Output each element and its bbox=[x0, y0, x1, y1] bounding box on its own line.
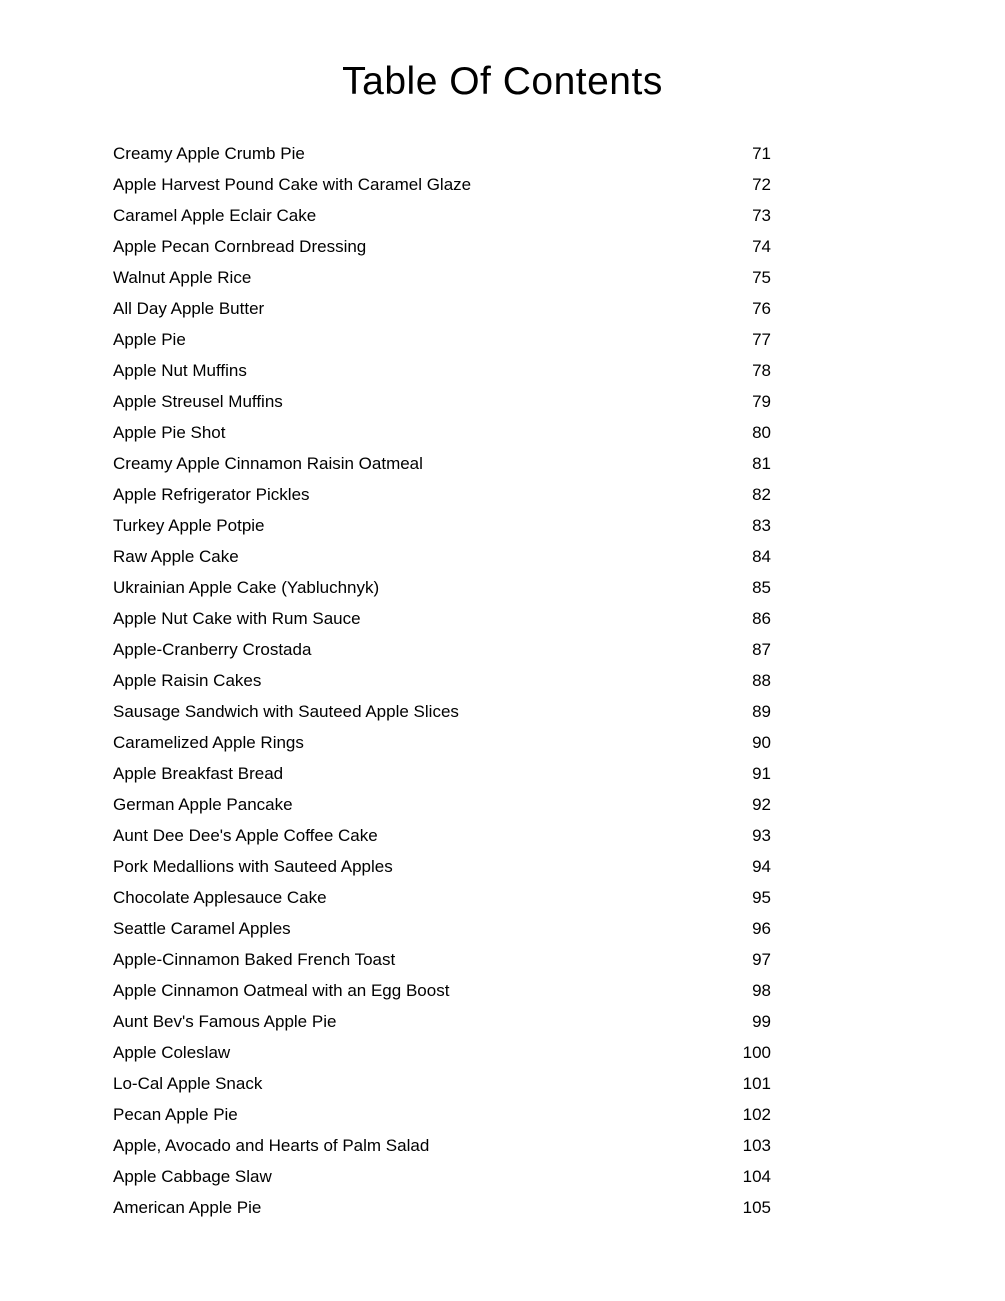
toc-entry-page-number: 80 bbox=[752, 423, 771, 442]
toc-entry-title: Apple-Cinnamon Baked French Toast bbox=[113, 950, 396, 969]
toc-entry-page-number: 94 bbox=[752, 857, 771, 876]
toc-entry-title: Walnut Apple Rice bbox=[113, 268, 252, 287]
toc-entry-page-number: 74 bbox=[752, 237, 771, 256]
toc-entry-title: Apple Harvest Pound Cake with Caramel Glaze bbox=[113, 175, 472, 194]
toc-entry-page-number: 97 bbox=[752, 950, 771, 969]
toc-entry bbox=[113, 1192, 771, 1223]
toc-entry bbox=[113, 665, 771, 696]
toc-entry-title: Lo-Cal Apple Snack bbox=[113, 1074, 263, 1093]
toc-entry bbox=[113, 603, 771, 634]
toc-entry bbox=[113, 293, 771, 324]
toc-entry bbox=[113, 758, 771, 789]
toc-entry-title: Caramel Apple Eclair Cake bbox=[113, 206, 317, 225]
toc-entry bbox=[113, 510, 771, 541]
toc-entry-title: Ukrainian Apple Cake (Yabluchnyk) bbox=[113, 578, 380, 597]
toc-entry-title: Sausage Sandwich with Sauteed Apple Slices bbox=[113, 702, 459, 721]
toc-entry bbox=[113, 1006, 771, 1037]
toc-entry bbox=[113, 324, 771, 355]
toc-entry-page-number: 102 bbox=[742, 1105, 771, 1124]
toc-entry-page-number: 90 bbox=[752, 733, 771, 752]
toc-entry-title: Apple-Cranberry Crostada bbox=[113, 640, 312, 659]
toc-entry-title: Turkey Apple Potpie bbox=[113, 516, 265, 535]
toc-entry bbox=[113, 1037, 771, 1068]
toc-entry bbox=[113, 789, 771, 820]
toc-entry-title: Apple Nut Muffins bbox=[113, 361, 247, 380]
toc-entry-page-number: 76 bbox=[752, 299, 771, 318]
toc-entry-title: Creamy Apple Cinnamon Raisin Oatmeal bbox=[113, 454, 423, 473]
toc-entry-title: Chocolate Applesauce Cake bbox=[113, 888, 327, 907]
toc-entry-page-number: 100 bbox=[742, 1043, 771, 1062]
toc-entry bbox=[113, 572, 771, 603]
toc-entry-title: Apple Pie bbox=[113, 330, 186, 349]
toc-entry bbox=[113, 913, 771, 944]
toc-entry bbox=[113, 696, 771, 727]
toc-entry-title: Apple Refrigerator Pickles bbox=[113, 485, 310, 504]
toc-entry-page-number: 92 bbox=[752, 795, 771, 814]
toc-entry bbox=[113, 975, 771, 1006]
toc-entry bbox=[113, 882, 771, 913]
toc-entry bbox=[113, 417, 771, 448]
toc-entry-title: Apple Breakfast Bread bbox=[113, 764, 284, 783]
toc-entry bbox=[113, 1130, 771, 1161]
toc-entry-page-number: 78 bbox=[752, 361, 771, 380]
toc-entry bbox=[113, 138, 771, 169]
toc-entry-page-number: 83 bbox=[752, 516, 771, 535]
toc-entry-title: Seattle Caramel Apples bbox=[113, 919, 291, 938]
toc-entry-title: Apple Cinnamon Oatmeal with an Egg Boost bbox=[113, 981, 450, 1000]
page-title: Table Of Contents bbox=[342, 60, 663, 103]
toc-entry-page-number: 72 bbox=[752, 175, 771, 194]
toc-entry-page-number: 95 bbox=[752, 888, 771, 907]
toc-entry bbox=[113, 851, 771, 882]
toc-entry bbox=[113, 727, 771, 758]
toc-entry-title: Apple Pecan Cornbread Dressing bbox=[113, 237, 367, 256]
toc-entry-page-number: 105 bbox=[742, 1198, 771, 1217]
toc-entry-page-number: 84 bbox=[752, 547, 771, 566]
toc-entry-title: Creamy Apple Crumb Pie bbox=[113, 144, 305, 163]
toc-entry-page-number: 81 bbox=[752, 454, 771, 473]
toc-entry bbox=[113, 200, 771, 231]
toc-entry-title: Apple, Avocado and Hearts of Palm Salad bbox=[113, 1136, 430, 1155]
toc-entry-title: All Day Apple Butter bbox=[113, 299, 265, 318]
toc-entry-title: American Apple Pie bbox=[113, 1198, 262, 1217]
toc-entry-title: Apple Nut Cake with Rum Sauce bbox=[113, 609, 361, 628]
toc-entry-title: Pecan Apple Pie bbox=[113, 1105, 238, 1124]
toc-entry bbox=[113, 355, 771, 386]
toc-entry-page-number: 99 bbox=[752, 1012, 771, 1031]
toc-entry-page-number: 98 bbox=[752, 981, 771, 1000]
toc-entry bbox=[113, 1068, 771, 1099]
toc-entry bbox=[113, 541, 771, 572]
toc-entry-page-number: 87 bbox=[752, 640, 771, 659]
toc-entry-title: Apple Coleslaw bbox=[113, 1043, 231, 1062]
toc-entry-page-number: 88 bbox=[752, 671, 771, 690]
toc-entry-page-number: 96 bbox=[752, 919, 771, 938]
toc-entry-title: German Apple Pancake bbox=[113, 795, 293, 814]
toc-entry-page-number: 75 bbox=[752, 268, 771, 287]
toc-entry bbox=[113, 634, 771, 665]
toc-entry bbox=[113, 1099, 771, 1130]
toc-entry bbox=[113, 1161, 771, 1192]
toc-entry bbox=[113, 479, 771, 510]
toc-entry-title: Apple Pie Shot bbox=[113, 423, 226, 442]
toc-entry-page-number: 85 bbox=[752, 578, 771, 597]
toc-entry-page-number: 79 bbox=[752, 392, 771, 411]
toc-entry-page-number: 101 bbox=[742, 1074, 771, 1093]
toc-entry-title: Pork Medallions with Sauteed Apples bbox=[113, 857, 393, 876]
toc-entry bbox=[113, 262, 771, 293]
toc-list bbox=[113, 138, 771, 1223]
toc-entry bbox=[113, 820, 771, 851]
toc-entry bbox=[113, 448, 771, 479]
toc-entry-title: Apple Streusel Muffins bbox=[113, 392, 283, 411]
toc-entry-title: Apple Raisin Cakes bbox=[113, 671, 262, 690]
toc-entry-title: Caramelized Apple Rings bbox=[113, 733, 304, 752]
toc-entry bbox=[113, 231, 771, 262]
toc-entry-page-number: 104 bbox=[742, 1167, 771, 1186]
toc-entry bbox=[113, 944, 771, 975]
toc-entry-page-number: 86 bbox=[752, 609, 771, 628]
toc-entry bbox=[113, 386, 771, 417]
toc-entry-page-number: 93 bbox=[752, 826, 771, 845]
toc-entry-page-number: 82 bbox=[752, 485, 771, 504]
toc-entry-title: Apple Cabbage Slaw bbox=[113, 1167, 272, 1186]
toc-entry-page-number: 71 bbox=[752, 144, 771, 163]
toc-entry-page-number: 77 bbox=[752, 330, 771, 349]
toc-entry-title: Aunt Dee Dee's Apple Coffee Cake bbox=[113, 826, 378, 845]
toc-entry-page-number: 89 bbox=[752, 702, 771, 721]
toc-entry-title: Aunt Bev's Famous Apple Pie bbox=[113, 1012, 337, 1031]
toc-entry-page-number: 73 bbox=[752, 206, 771, 225]
toc-entry-page-number: 91 bbox=[752, 764, 771, 783]
toc-entry bbox=[113, 169, 771, 200]
toc-entry-page-number: 103 bbox=[742, 1136, 771, 1155]
toc-entry-title: Raw Apple Cake bbox=[113, 547, 239, 566]
